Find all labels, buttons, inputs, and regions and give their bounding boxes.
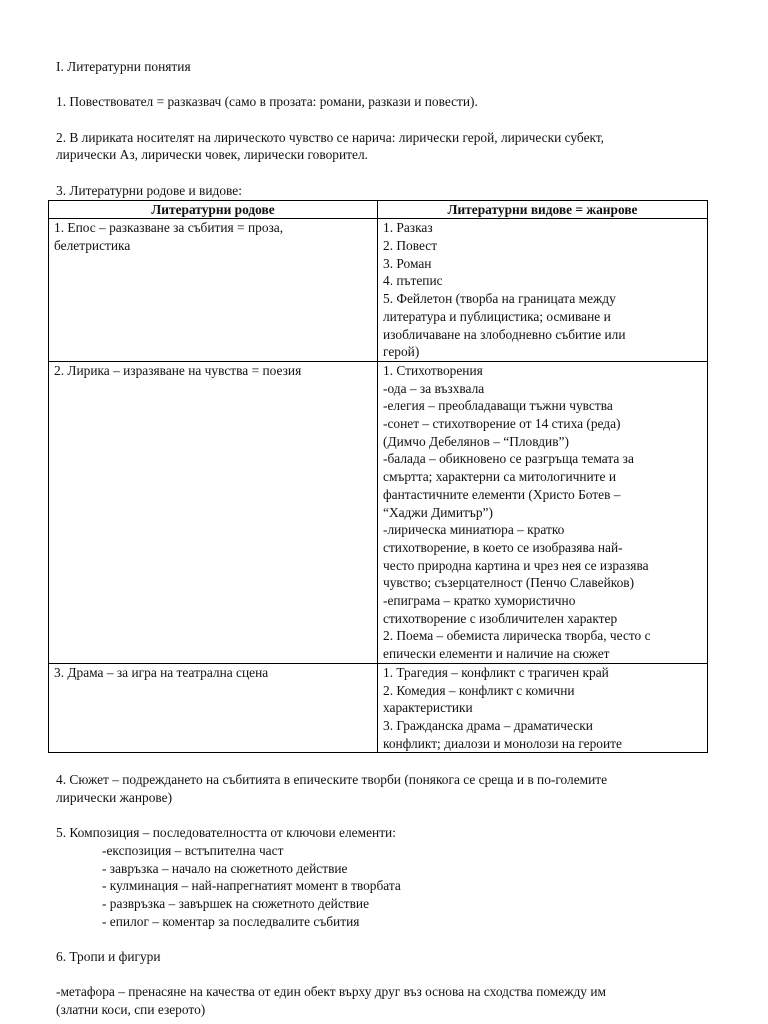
table-cell-lyric-genres [378, 361, 708, 663]
cell-line: -сонет – стихотворение от 14 стиха (реда) [383, 416, 621, 432]
table-row [49, 361, 708, 663]
text-line: лирически жанрове) [56, 789, 173, 805]
paragraph-plot [56, 771, 716, 806]
cell-line: белетристика [54, 237, 131, 253]
table-header-row [49, 200, 708, 219]
table-cell-drama-genres [378, 663, 708, 753]
cell-line: 2. Повест [383, 237, 438, 253]
list-item: - епилог – коментар за последвалите събития [102, 913, 360, 929]
cell-line: епически елементи и наличие на сюжет [383, 646, 610, 662]
table-cell-epic-genres [378, 219, 708, 362]
list-item: - развръзка – завършек на сюжетното действие [102, 895, 370, 911]
paragraph-genres-title: 3. Литературни родове и видове: [56, 182, 242, 198]
cell-line: -ода – за възхвала [383, 380, 485, 396]
table-cell-epic [49, 219, 378, 362]
list-item: -експозиция – встъпителна част [102, 842, 284, 858]
cell-line: -балада – обикновено се разгръща темата за [383, 451, 634, 467]
genres-table [48, 200, 708, 754]
cell-line: (Димчо Дебелянов – “Пловдив”) [383, 433, 569, 449]
table-header-genres: Литературни видове = жанрове [378, 200, 708, 219]
text-line: (златни коси, спи езерото) [56, 1002, 206, 1018]
cell-line: стихотворение, в което се изобразява най- [383, 539, 623, 555]
cell-line: 2. Поема – обемиста лирическа творба, често с [383, 628, 651, 644]
table-cell-lyric [49, 361, 378, 663]
paragraph-metaphor [56, 983, 716, 1018]
list-item: - завръзка – начало на сюжетното действие [102, 860, 348, 876]
table-row [49, 219, 708, 362]
list-item: - кулминация – най-напрегнатият момент в творбата [102, 878, 401, 894]
cell-line: 2. Комедия – конфликт с комични [383, 682, 575, 698]
text-line: 2. В лириката носителят на лирическото чувство се нарича: лирически герой, лирически субект, [56, 129, 605, 145]
table-header-kinds: Литературни родове [49, 200, 378, 219]
section-heading: I. Литературни понятия [56, 59, 191, 74]
table-cell-drama [49, 663, 378, 753]
text-line: лирически Аз, лирически човек, лирически говорител. [56, 147, 368, 163]
cell-line: стихотворение с изобличителен характер [383, 610, 618, 626]
cell-line: 2. Лирика – изразяване на чувства = поезия [54, 362, 302, 378]
cell-line: герой) [383, 344, 420, 360]
cell-line: -епиграма – кратко хумористично [383, 593, 576, 609]
cell-line: често природна картина и чрез нея се изразява [383, 557, 649, 573]
paragraph-narrator: 1. Повествовател = разказвач (само в прозата: романи, разкази и повести). [56, 94, 478, 110]
cell-line: 3. Роман [383, 255, 432, 271]
cell-line: 5. Фейлетон (творба на границата между [383, 291, 616, 307]
text-line: -метафора – пренасяне на качества от един обект върху друг въз основа на сходства помежду им [56, 984, 606, 1000]
paragraph-lyric-subject [56, 129, 716, 164]
cell-line: изобличаване на злободневно събитие или [383, 326, 626, 342]
cell-line: 1. Трагедия – конфликт с трагичен край [383, 664, 609, 680]
table-row [49, 663, 708, 753]
cell-line: 1. Разказ [383, 220, 433, 236]
cell-line: -елегия – преобладаващи тъжни чувства [383, 398, 613, 414]
cell-line: конфликт; диалози и монолози на героите [383, 735, 622, 751]
cell-line: 4. пътепис [383, 273, 443, 289]
cell-line: 3. Гражданска драма – драматически [383, 717, 593, 733]
cell-line: -лирическа миниатюра – кратко [383, 522, 565, 538]
cell-line: 1. Епос – разказване за събития = проза, [54, 220, 284, 236]
paragraph-composition-title: 5. Композиция – последователността от ключови елементи: [56, 825, 396, 841]
cell-line: чувство; съзерцателност (Пенчо Славейков) [383, 575, 635, 591]
cell-line: литература и публицистика; осмиване и [383, 308, 611, 324]
cell-line: 3. Драма – за игра на театрална сцена [54, 664, 269, 680]
cell-line: фантастичните елементи (Христо Ботев – [383, 486, 621, 502]
cell-line: характеристики [383, 700, 473, 716]
text-line: 4. Сюжет – подреждането на събитията в епическите творби (понякога се среща и в по-големите [56, 772, 608, 788]
cell-line: смъртта; характерни са митологичните и [383, 469, 616, 485]
document-page [56, 58, 716, 1019]
cell-line: 1. Стихотворения [383, 362, 483, 378]
cell-line: “Хаджи Димитър”) [383, 504, 493, 520]
composition-list [56, 842, 716, 931]
paragraph-tropes-title: 6. Тропи и фигури [56, 949, 161, 965]
